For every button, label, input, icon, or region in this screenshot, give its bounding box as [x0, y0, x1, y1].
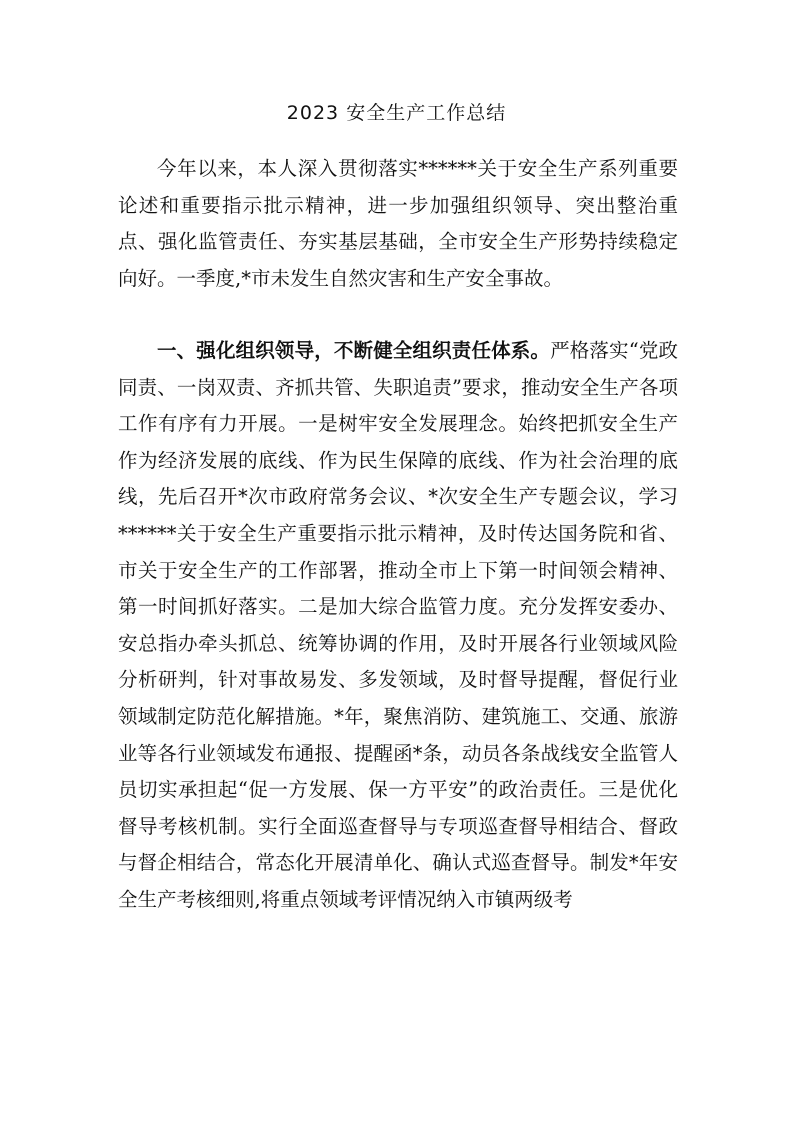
document-title: 2023 安全生产工作总结 — [286, 102, 507, 124]
section-1-heading: 一、强化组织领导，不断健全组织责任体系。 — [157, 339, 551, 362]
section-1-paragraph — [118, 333, 678, 919]
section-1-body: 严格落实“党政同责、一岗双责、齐抓共管、失职追责”要求，推动安全生产各项工作有序有力开展。一是树牢安全发展理念。始终把抓安全生产作为经济发展的底线、作为民生保障的底线、作为社会治理的底线，先后召开*次市政府常务会议、*次安全生产专题会议，学习******关于安全生产重要指示批示精神，及时传达国务院和省、市关于安全生产的工作部署，推动全市上下第一时间领会精神、第一时间抓好落实。二是加大综合监管力度。充分发挥安委办、安总指办牵头抓总、统筹协调的作用，及时开展各行业领域风险分析研判，针对事故易发、多发领域，及时督导提醒，督促行业领域制定防范化解措施。*年，聚焦消防、建筑施工、交通、旅游业等各行业领域发布通报、提醒函*条，动员各条战线安全监管人员切实承担起“促一方发展、保一方平安”的政治责任。三是优化督导考核机制。实行全面巡查督导与专项巡查督导相结合、督政与督企相结合，常态化开展清单化、确认式巡查督导。制发*年安全生产考核细则,将重点领域考评情况纳入市镇两级考 — [118, 339, 678, 911]
intro-paragraph: 今年以来，本人深入贯彻落实******关于安全生产系列重要论述和重要指示批示精神，进一步加强组织领导、突出整治重点、强化监管责任、夯实基层基础，全市安全生产形势持续稳定向好。一季度,*市未发生自然灾害和生产安全事故。 — [118, 157, 678, 290]
